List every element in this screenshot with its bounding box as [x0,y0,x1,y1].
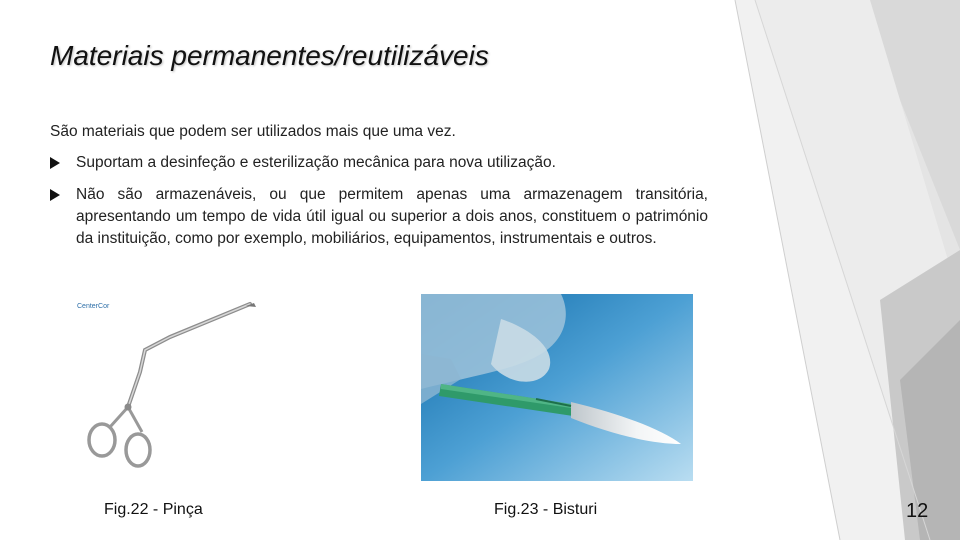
arrow-bullet-icon [50,157,60,169]
intro-text: São materiais que podem ser utilizados mais que uma vez. [50,123,456,140]
slide-title: Materiais permanentes/reutilizáveis [50,40,489,71]
figure-caption: Fig.23 - Bisturi [494,501,598,518]
bullet-text: Não são armazenáveis, ou que permitem apenas uma armazenagem transitória, apresentando um tempo de vida útil igual ou superior a dois anos, constituem o património da instituição, como por exemplo, mobiliários, equipamentos, instrumentais e outros. [76,186,708,247]
bullet-item [50,184,708,250]
arrow-bullet-icon [50,189,60,201]
product-logo: CenterCor [77,303,110,310]
forceps-image [70,292,270,482]
scalpel-image [421,294,693,481]
figure-caption: Fig.22 - Pinça [104,501,203,518]
bullet-text: Suportam a desinfeção e esterilização mecânica para nova utilização. [76,154,556,171]
bullet-list [50,152,708,260]
page-number: 12 [906,500,929,522]
bullet-item [50,152,708,174]
